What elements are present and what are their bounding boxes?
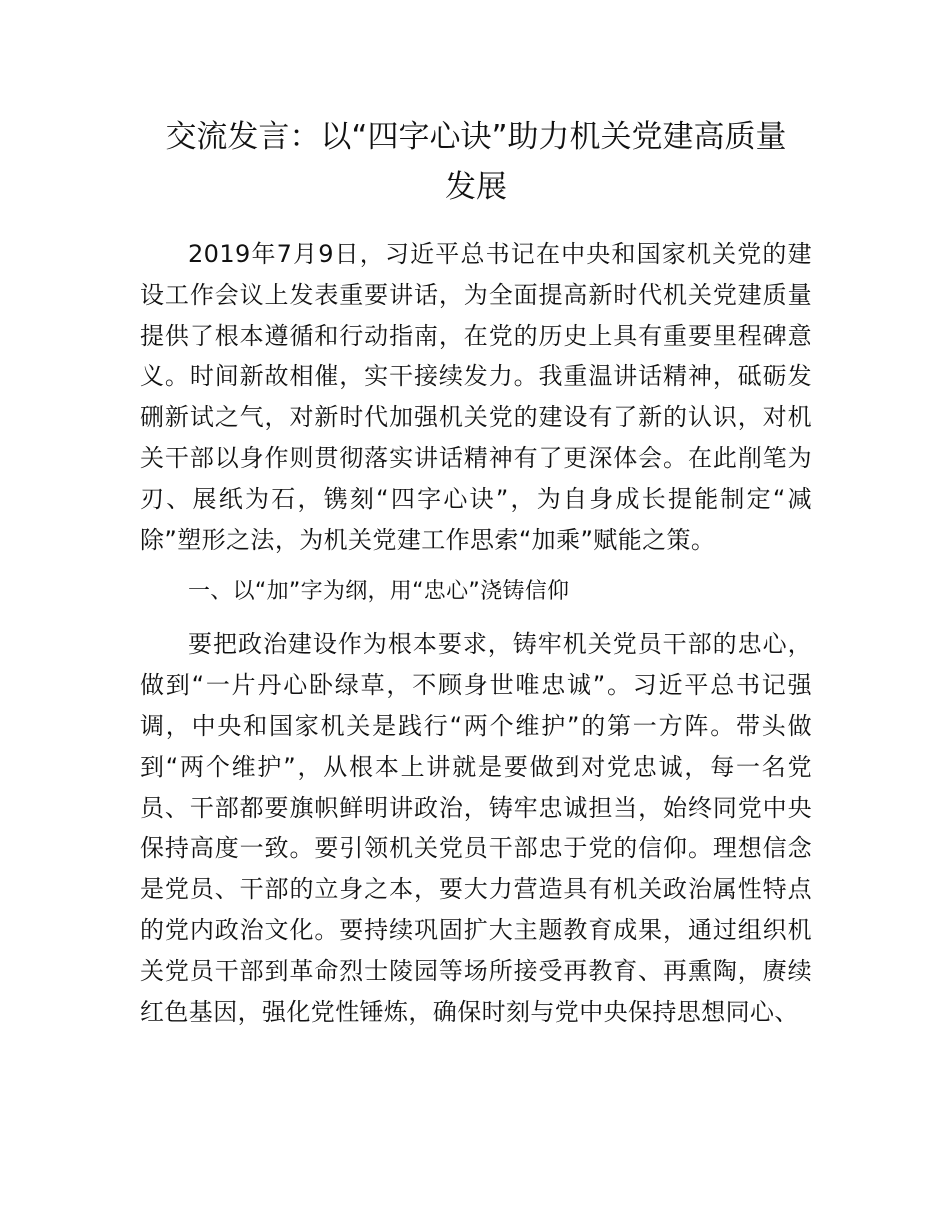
paragraph-intro: 2019年7月9日，习近平总书记在中央和国家机关党的建设工作会议上发表重要讲话，为全面提高新时代机关党建质量提供了根本遵循和行动指南，在党的历史上具有重要里程碑意义。时间新故相催，实干接续发力。我重温讲话精神，砥砺发硎新试之气，对新时代加强机关党的建设有了新的认识，对机关干部以身作则贯彻落实讲话精神有了更深体会。在此削笔为刃、展纸为石，镌刻“四字心诀”，为自身成长提能制定“减除”塑形之法，为机关党建工作思索“加乘”赋能之策。 bbox=[140, 240, 812, 554]
section-heading-1: 一、以“加”字为纲，用“忠心”浇铸信仰 bbox=[188, 579, 570, 605]
paragraph-section-1: 要把政治建设作为根本要求，铸牢机关党员干部的忠心，做到“一片丹心卧绿草，不顾身世唯忠诚”。习近平总书记强调，中央和国家机关是践行“两个维护”的第一方阵。带头做到“两个维护”，从根本上讲就是要做到对党忠诚，每一名党员、干部都要旗帜鲜明讲政治，铸牢忠诚担当，始终同党中央保持高度一致。要引领机关党员干部忠于党的信仰。理想信念是党员、干部的立身之本，要大力营造具有机关政治属性特点的党内政治文化。要持续巩固扩大主题教育成果，通过组织机关党员干部到革命烈士陵园等场所接受再教育、再熏陶，赓续红色基因，强化党性锤炼，确保时刻与党中央保持思想同心、 bbox=[140, 630, 812, 1026]
document-title bbox=[140, 112, 812, 212]
title-line-2: 发展 bbox=[445, 169, 507, 205]
document-page bbox=[140, 112, 812, 1032]
title-line-1: 交流发言：以“四字心诀”助力机关党建高质量 bbox=[165, 119, 787, 155]
